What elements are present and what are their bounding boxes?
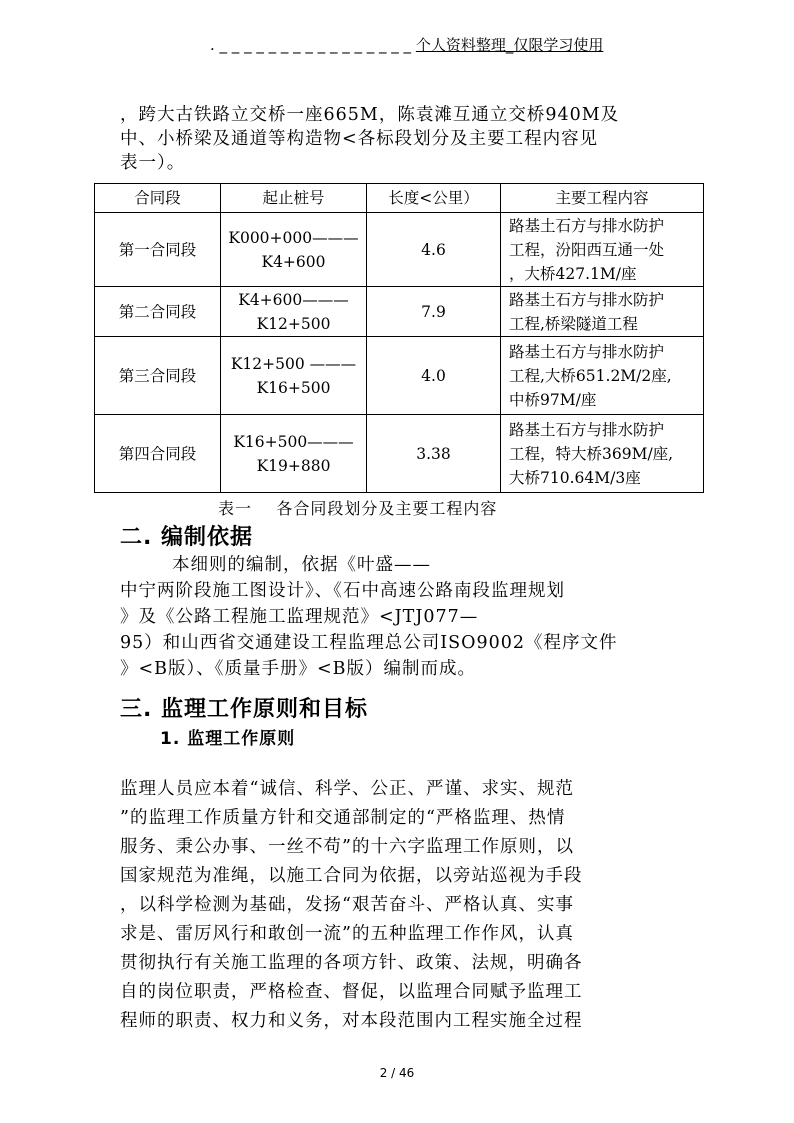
page-number: 2 / 46 <box>379 1066 415 1080</box>
header-section: 合同段 <box>95 184 221 213</box>
cell-section: 第二合同段 <box>95 287 221 337</box>
intro-line: ，跨大古铁路立交桥一座665M，陈袁滩互通立交桥940M及 <box>120 105 620 125</box>
basis-line: 本细则的编制，依据《叶盛—— <box>172 555 431 575</box>
cell-stake: K12+500 ——— K16+500 <box>221 337 367 415</box>
principles-line: 贯彻执行有关施工监理的各项方针、政策、法规，明确各 <box>120 953 583 973</box>
intro-line: 表一）。 <box>120 153 186 173</box>
cell-content: 路基土石方与排水防护 工程，汾阳西互通一处 ，大桥427.1M/座 <box>501 213 704 287</box>
cell-stake: K000+000——— K4+600 <box>221 213 367 287</box>
intro-line: 中、小桥梁及通道等构造物<各标段划分及主要工程内容见 <box>120 129 599 149</box>
basis-line: 95）和山西省交通建设工程监理总公司ISO9002《程序文件 <box>120 633 618 653</box>
table-row <box>95 287 704 337</box>
cell-section: 第三合同段 <box>95 337 221 415</box>
cell-length: 4.0 <box>367 337 501 415</box>
section-heading-basis: 二. 编制依据 <box>120 525 254 550</box>
basis-paragraph <box>120 552 680 682</box>
cell-content: 路基土石方与排水防护 工程，特大桥369M/座, 大桥710.64M/3座 <box>501 415 704 493</box>
cell-stake: K4+600——— K12+500 <box>221 287 367 337</box>
header-length: 长度<公里） <box>367 184 501 213</box>
cell-section: 第一合同段 <box>95 213 221 287</box>
header-rule: . _ _ _ _ _ _ _ _ _ _ _ _ _ _ _ _ <box>210 36 416 54</box>
subsection-heading: 1. 监理工作原则 <box>160 729 296 749</box>
principles-line: 监理人员应本着“诚信、科学、公正、严谨、求实、规范 <box>120 779 574 799</box>
header-stake: 起止桩号 <box>221 184 367 213</box>
intro-paragraph <box>120 103 680 175</box>
header-content: 主要工程内容 <box>501 184 704 213</box>
cell-stake: K16+500——— K19+880 <box>221 415 367 493</box>
cell-content: 路基土石方与排水防护 工程,大桥651.2M/2座, 中桥97M/座 <box>501 337 704 415</box>
cell-length: 3.38 <box>367 415 501 493</box>
cell-length: 7.9 <box>367 287 501 337</box>
principles-line: 服务、秉公办事、一丝不苟”的十六字监理工作原则，以 <box>120 837 574 857</box>
basis-line: 中宁两阶段施工图设计》、《石中高速公路南段监理规划 <box>120 581 565 601</box>
principles-line: 程师的职责、权力和义务，对本段范围内工程实施全过程 <box>120 1011 583 1031</box>
contract-section-table <box>94 183 704 493</box>
section-heading-principles: 三. 监理工作原则和目标 <box>120 697 369 722</box>
table-header-row <box>95 184 704 213</box>
principles-paragraph <box>120 775 680 1036</box>
principles-line: 国家规范为准绳，以施工合同为依据，以旁站巡视为手段 <box>120 866 583 886</box>
table-caption: 表一 各合同段划分及主要工程内容 <box>218 499 498 518</box>
principles-line: ”的监理工作质量方针和交通部制定的“严格监理、热情 <box>120 808 566 828</box>
cell-section: 第四合同段 <box>95 415 221 493</box>
principles-line: 自的岗位职责，严格检查、督促，以监理合同赋予监理工 <box>120 982 583 1002</box>
cell-length: 4.6 <box>367 213 501 287</box>
table-row <box>95 415 704 493</box>
header-title: 个人资料整理_仅限学习使用 <box>415 36 604 54</box>
principles-line: ，以科学检测为基础，发扬“艰苦奋斗、严格认真、实事 <box>120 895 574 915</box>
table-row <box>95 213 704 287</box>
table-row <box>95 337 704 415</box>
principles-line: 求是、雷厉风行和敢创一流”的五种监理工作作风，认真 <box>120 924 574 944</box>
cell-content: 路基土石方与排水防护 工程,桥梁隧道工程 <box>501 287 704 337</box>
page-header <box>210 34 603 55</box>
basis-line: 》<B版）、《质量手册》<B版）编制而成。 <box>120 659 477 679</box>
basis-line: 》及《公路工程施工监理规范》<JTJ077— <box>120 607 479 627</box>
